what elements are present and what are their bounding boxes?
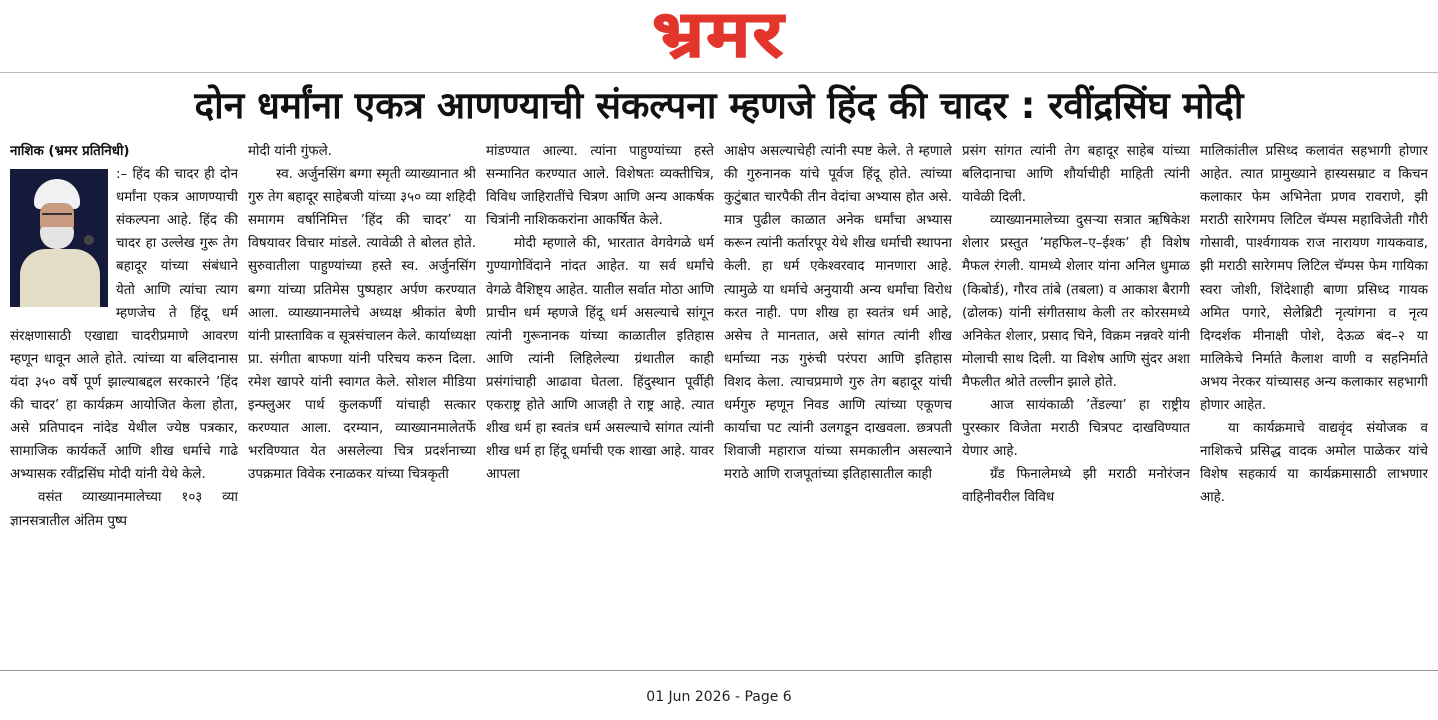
paragraph: मालिकांतील प्रसिध्द कलावंत सहभागी होणार आहेत. त्यात प्रामुख्याने हास्यसम्राट व किचन कलाकार फेम अभिनेता प्रणव रावराणे, झी मराठी सारेगमप लिटिल चॅम्पस महाविजेती गौरी गोसावी, पार्श्वगायक राज नारायण गायकवाड, झी मराठी सारेगमप लिटिल चॅम्पस फेम गायिका स्वरा जोशी, शिंदेशाही बाणा प्रसिध्द गायक अमित पगारे, सेलेब्रिटी नृत्यांगना व नृत्य दिग्दर्शक मीनाक्षी पोशे, देऊळ बंद–२ या मालिकेचे निर्माते कैलाश वाणी व सहनिर्माते अभय नेरकर यांच्यासह अन्य कलाकार सहभागी होणार आहेत.: [1200, 144, 1428, 414]
masthead-divider: [0, 72, 1438, 73]
article-column-6: [1200, 140, 1428, 663]
paragraph: मांडण्यात आल्या. त्यांना पाहुण्यांच्या हस्ते सन्मानित करण्यात आले. विशेषतः व्यक्तीचित्र, विविध जाहिरातींचे चित्रण आणि अन्य आकर्षक चित्रांनी नाशिककरांना आकर्षित केले.: [486, 144, 714, 229]
article-column-4: [724, 140, 952, 663]
article-headline: दोन धर्मांना एकत्र आणण्याची संकल्पना म्हणजे हिंद की चादर : रवींद्रसिंघ मोदी: [194, 84, 1244, 127]
article-column-1: [10, 140, 238, 663]
paragraph: ग्रँड फिनालेमध्ये झी मराठी मनोरंजन वाहिनीवरील विविध: [962, 467, 1190, 506]
paragraph: व्याख्यानमालेच्या दुसऱ्या सत्रात ऋषिकेश शेलार प्रस्तुत ’महफिल–ए–ईश्क’ ही विशेष मैफल रंगली. यामध्ये शेलार यांना अनिल धुमाळ (किबोर्ड), गौरव तांबे (तबला) व आकाश बैरागी (ढोलक) यांनी संगीतसाथ केली तर कोरसमध्ये अनिकेत शेलार, प्रसाद चिने, विक्रम नन्नवरे यांनी मोलाची साथ दिली. या विशेष आणि सुंदर अशा मैफलीत श्रोते तल्लीन झाले होते.: [962, 213, 1190, 390]
article-dateline: नाशिक (भ्रमर प्रतिनिधी): [10, 144, 130, 159]
paragraph: प्रसंग सांगत त्यांनी तेग बहादूर साहेब यांच्या बलिदानाचा आणि शौर्याचीही माहिती त्यांनी यावेळी दिली.: [962, 144, 1190, 206]
article-body: [10, 140, 1428, 663]
article-column-3: [486, 140, 714, 663]
article-column-2: [248, 140, 476, 663]
footer-divider: [0, 670, 1438, 671]
page-footer: 01 Jun 2026 - Page 6: [646, 689, 792, 705]
paragraph: स्व. अर्जुनसिंग बग्गा स्मृती व्याख्यानात श्री गुरु तेग बहादूर साहेबजी यांच्या ३५० व्या शहिदी समागम वर्षानिमित्त ’हिंद की चादर’ या विषयावर विचार मांडले. त्यावेळी ते बोलत होते. सुरुवातीला पाहुण्यांच्या हस्ते स्व. अर्जुनसिंग बग्गा यांच्या प्रतिमेस पुष्पहार अर्पण करण्यात आला. व्याख्यानमालेचे अध्यक्ष श्रीकांत बेणी यांनी प्रास्ताविक व सूत्रसंचालन केले. कार्याध्यक्षा प्रा. संगीता बाफणा यांनी परिचय करुन दिला. रमेश खापरे यांनी स्वागत केले. सोशल मीडिया इन्फ्लुअर पार्थ कुलकर्णी यांचाही सत्कार करण्यात आला. दरम्यान, व्याख्यानमालेतर्फे भरविण्यात येत असलेल्या चित्र प्रदर्शनाच्या उपक्रमात विवेक रनाळकर यांच्या चित्रकृती: [248, 167, 476, 483]
paragraph: आक्षेप असल्याचेही त्यांनी स्पष्ट केले. ते म्हणाले की गुरुनानक यांचे पूर्वज हिंदू होते. त्यांच्या कुटुंबात चारपैकी तीन वेदांचा अभ्यास होत असे. मात्र पुढील काळात अनेक धर्मांचा अभ्यास करून त्यांनी कर्तारपूर येथे शीख धर्माची स्थापना केली. हा धर्म एकेश्वरवाद मानणारा आहे. त्यामुळे या धर्माचे अनुयायी अन्य धर्मांचा विरोध करत नाही. पण शीख हा स्वतंत्र धर्म आहे, असेच ते मानतात, असे सांगत त्यांनी शीख धर्माच्या नऊ गुरुंची परंपरा आणि इतिहास विशद केला. त्याचप्रमाणे गुरु तेग बहादूर यांची धर्मगुरु म्हणून निवड आणि त्यांच्या एकूणच कार्याचा पट त्यांनी उलगडून दाखवला. छत्रपती शिवाजी महाराज यांच्या समकालीन असल्याने मराठे आणि राजपूतांच्या इतिहासातील काही: [724, 144, 952, 483]
article-column-5: [962, 140, 1190, 663]
paragraph: आज सायंकाळी ’तेंडल्या’ हा राष्ट्रीय पुरस्कार विजेता मराठी चित्रपट दाखविण्यात येणार आहे.: [962, 398, 1190, 460]
newspaper-logo: भ्रमर: [652, 0, 786, 72]
portrait-photo: [10, 169, 108, 307]
paragraph: मोदी म्हणाले की, भारतात वेगवेगळे धर्म गुण्यागोविंदाने नांदत आहेत. या सर्व धर्मांचे वेगळे वैशिष्ट्य आहेत. यातील सर्वात मोठा आणि प्राचीन धर्म म्हणजे हिंदू धर्म असल्याचे सांगून त्यांनी गुरूनानक यांच्या काळातील इतिहास आणि त्यांनी लिहिलेल्या ग्रंथातील काही प्रसंगांचाही आढावा घेतला. हिंदुस्थान पूर्वीही एकराष्ट्र होते आणि आजही ते राष्ट्र आहे. त्यात शीख धर्म हा स्वतंत्र धर्म असल्याचे सांगत त्यांनी शीख धर्म हा हिंदू धर्माची एक शाखा आहे. यावर आपला: [486, 236, 714, 483]
paragraph: मोदी यांनी गुंफले.: [248, 144, 332, 159]
paragraph: वसंत व्याख्यानमालेच्या १०३ व्या ज्ञानसत्रातील अंतिम पुष्प: [10, 490, 238, 529]
paragraph: या कार्यक्रमाचे वाद्यवृंद संयोजक व नाशिकचे प्रसिद्ध वादक अमोल पाळेकर यांचे विशेष सहकार्य या कार्यक्रमासाठी लाभणार आहे.: [1200, 421, 1428, 506]
masthead: [0, 0, 1438, 70]
paragraph: :– हिंद की चादर ही दोन धर्मांना एकत्र आणण्याची संकल्पना आहे. हिंद की चादर हा उल्लेख गुरू तेग बहादूर यांच्या संबंधाने येतो आणि त्यांचा त्याग म्हणजेच ते हिंदू धर्म संरक्षणासाठी एखाद्या चादरीप्रमाणे आवरण म्हणून धावून आले होते. त्यांच्या या बलिदानास यंदा ३५० वर्षे पूर्ण झाल्याबद्दल सरकारने ’हिंद की चादर’ हा कार्यक्रम आयोजित केला होता, असे प्रतिपादन नांदेड येथील ज्येष्ठ पत्रकार, सामाजिक कार्यकर्ते आणि शीख धर्माचे गाढे अभ्यासक रवींद्रसिंघ मोदी यांनी येथे केले.: [10, 167, 238, 483]
